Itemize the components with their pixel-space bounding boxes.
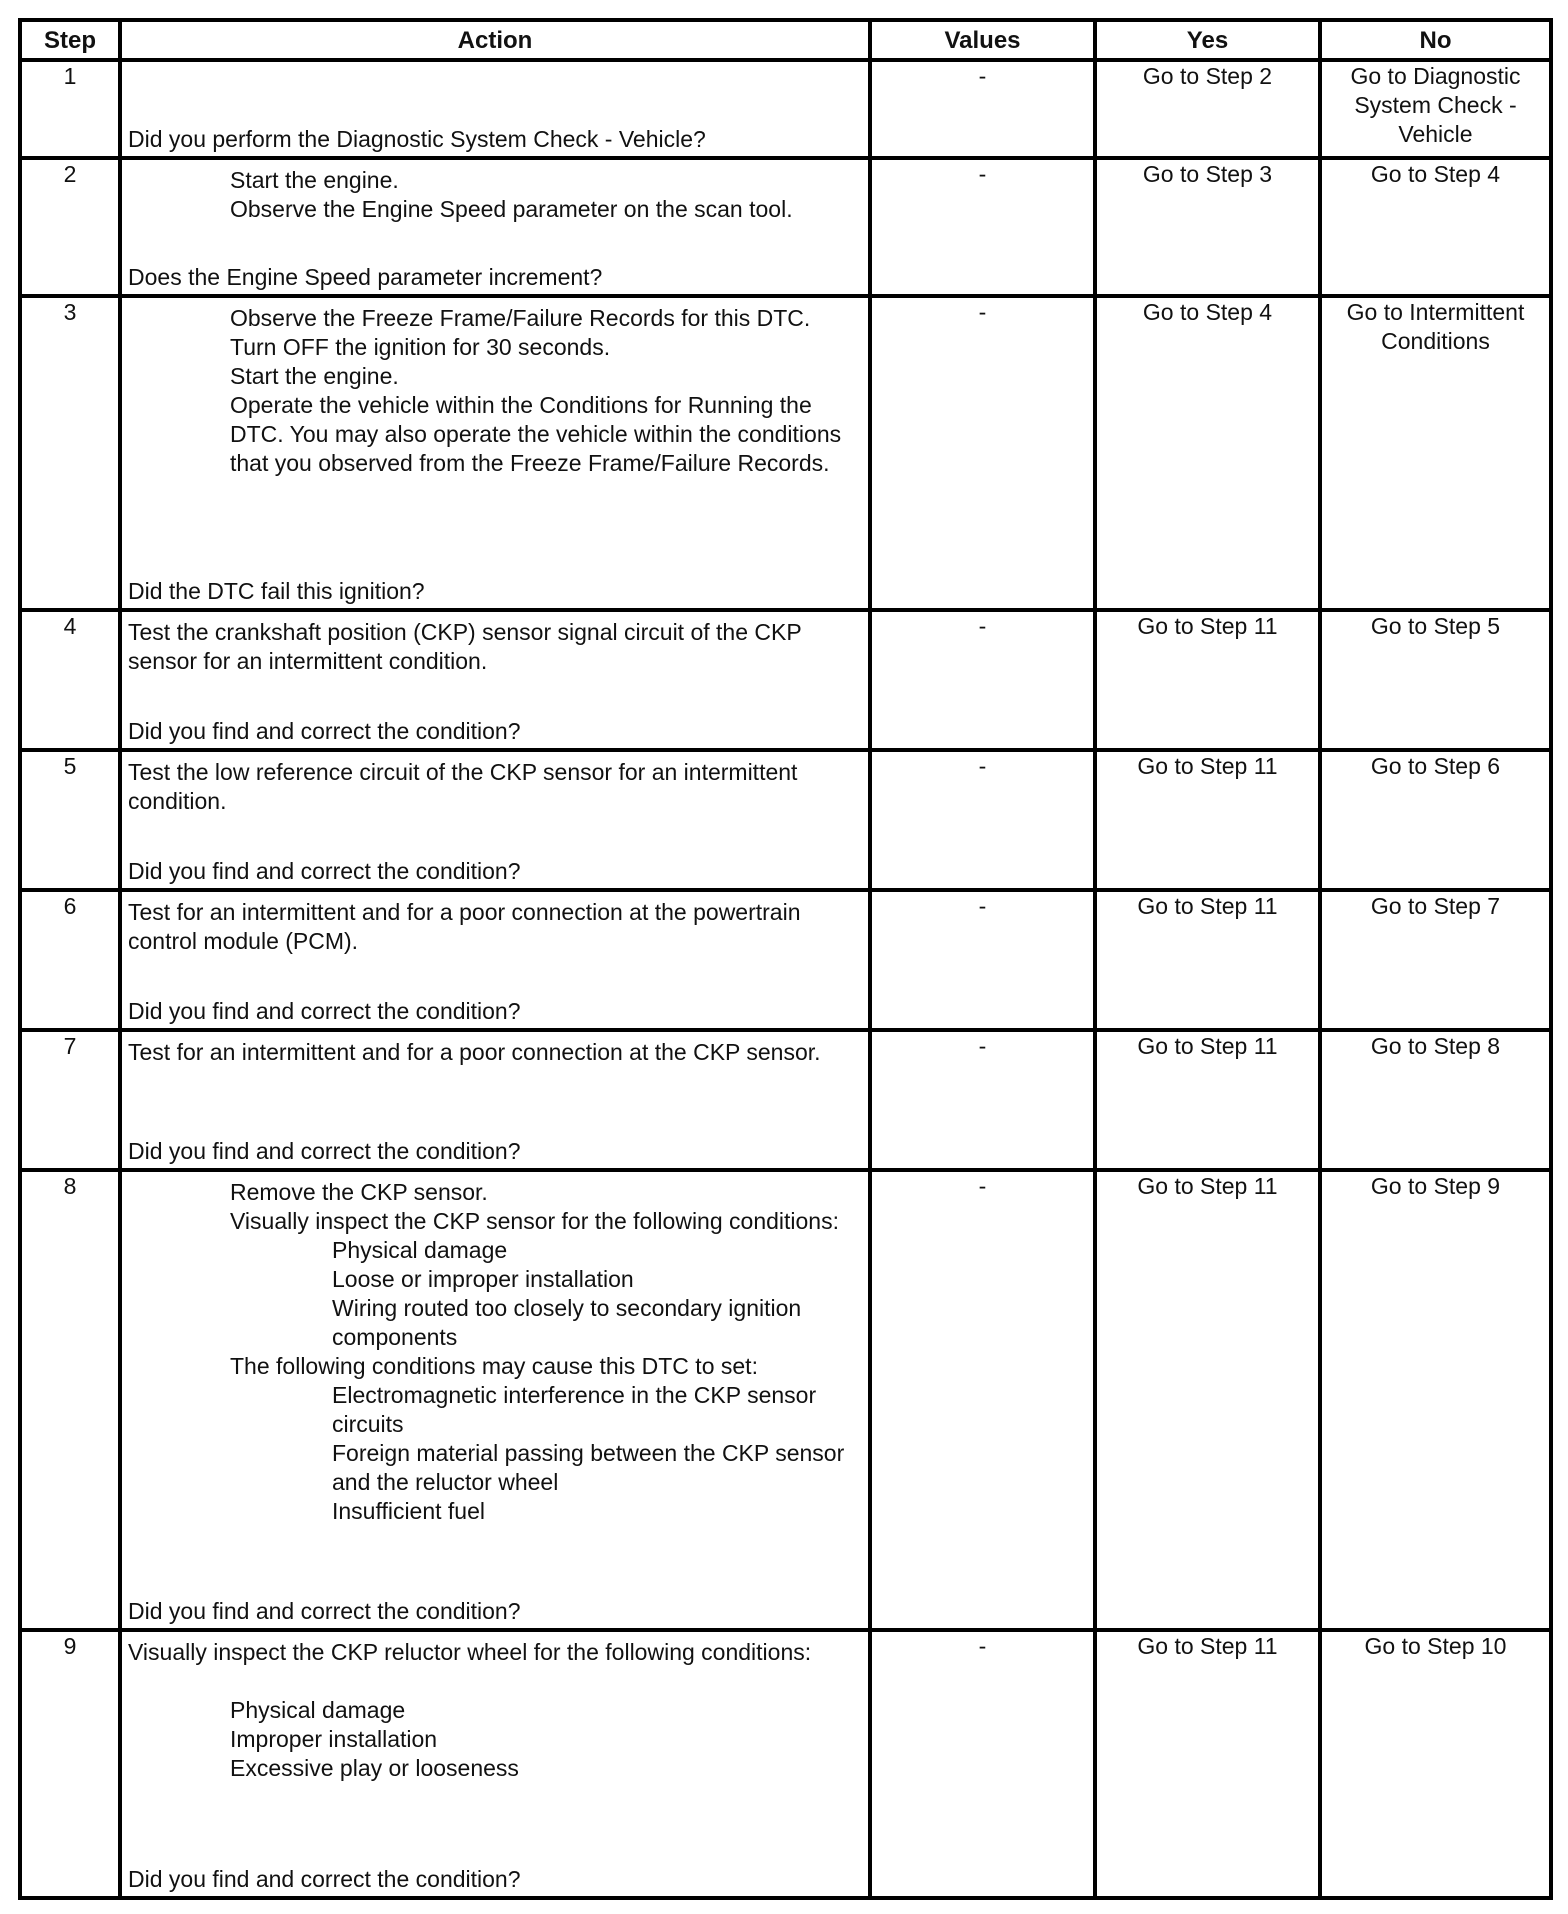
- action-content: [128, 68, 862, 154]
- step-number: 4: [20, 610, 120, 750]
- no-link[interactable]: Go to Diagnostic System Check - Vehicle: [1350, 63, 1521, 147]
- header-values: Values: [870, 20, 1095, 60]
- instruction-item: Remove the CKP sensor.: [230, 1179, 488, 1205]
- yes-link[interactable]: Go to Step 11: [1137, 1173, 1278, 1199]
- action-cell: [120, 1630, 870, 1898]
- yes-link[interactable]: Go to Step 3: [1142, 161, 1273, 187]
- action-content: [128, 1178, 862, 1626]
- step-number: 1: [20, 60, 120, 158]
- step-row: [20, 1630, 1551, 1898]
- yes-cell: [1095, 296, 1320, 610]
- instruction-item: Insufficient fuel: [332, 1498, 486, 1524]
- values-cell: -: [870, 1170, 1095, 1630]
- action-content: [128, 898, 862, 1026]
- instruction-item: Start the engine.: [230, 167, 399, 193]
- question-text: Did you find and correct the condition?: [128, 1138, 521, 1164]
- action-cell: [120, 60, 870, 158]
- instruction-item: Loose or improper installation: [332, 1266, 634, 1292]
- values-cell: -: [870, 1630, 1095, 1898]
- yes-cell: [1095, 60, 1320, 158]
- instruction-item: Visually inspect the CKP reluctor wheel for the following conditions:: [128, 1639, 812, 1665]
- action-cell: [120, 158, 870, 296]
- instruction-item: Test for an intermittent and for a poor connection at the powertrain control module (PCM).: [128, 899, 801, 954]
- no-link[interactable]: Go to Step 4: [1370, 161, 1501, 187]
- question-text: Does the Engine Speed parameter increment?: [128, 264, 603, 290]
- instruction-item: Physical damage: [230, 1697, 406, 1723]
- yes-cell: [1095, 1030, 1320, 1170]
- instruction-list: [128, 618, 862, 676]
- instruction-item: Observe the Engine Speed parameter on the scan tool.: [230, 196, 793, 222]
- yes-link[interactable]: Go to Step 11: [1137, 613, 1278, 639]
- action-content: [128, 1638, 862, 1894]
- question-text: Did you perform the Diagnostic System Check - Vehicle?: [128, 126, 706, 152]
- instruction-item: Turn OFF the ignition for 30 seconds.: [230, 334, 611, 360]
- no-link[interactable]: Go to Step 7: [1370, 893, 1501, 919]
- instruction-list: [128, 1178, 862, 1526]
- yes-link[interactable]: Go to Step 4: [1142, 299, 1273, 325]
- yes-link[interactable]: Go to Step 11: [1137, 893, 1278, 919]
- instruction-list: [128, 898, 862, 956]
- no-link[interactable]: Go to Step 8: [1370, 1033, 1501, 1059]
- step-number: 5: [20, 750, 120, 890]
- values-cell: -: [870, 60, 1095, 158]
- question-text: Did you find and correct the condition?: [128, 1598, 521, 1624]
- no-link[interactable]: Go to Step 9: [1370, 1173, 1501, 1199]
- no-cell: [1320, 1030, 1551, 1170]
- diagnostic-table: [18, 18, 1553, 1900]
- action-cell: [120, 750, 870, 890]
- values-cell: -: [870, 750, 1095, 890]
- step-number: 2: [20, 158, 120, 296]
- question-text: Did the DTC fail this ignition?: [128, 578, 425, 604]
- instruction-item: Operate the vehicle within the Conditions for Running the DTC. You may also operate the vehicle within the conditions that you observed from the Freeze Frame/Failure Records.: [230, 392, 842, 476]
- instruction-item: Physical damage: [332, 1237, 508, 1263]
- values-cell: -: [870, 296, 1095, 610]
- action-content: [128, 304, 862, 606]
- instruction-item: Visually inspect the CKP sensor for the following conditions:: [230, 1208, 839, 1234]
- question-text: Did you find and correct the condition?: [128, 718, 521, 744]
- instruction-item: Test for an intermittent and for a poor connection at the CKP sensor.: [128, 1039, 821, 1065]
- instruction-item: [128, 1667, 862, 1696]
- header-yes: Yes: [1095, 20, 1320, 60]
- no-cell: [1320, 158, 1551, 296]
- yes-cell: [1095, 610, 1320, 750]
- action-content: [128, 166, 862, 292]
- question-text: Did you find and correct the condition?: [128, 998, 521, 1024]
- step-number: 8: [20, 1170, 120, 1630]
- yes-cell: [1095, 750, 1320, 890]
- values-cell: -: [870, 1030, 1095, 1170]
- instruction-item: Wiring routed too closely to secondary ignition components: [332, 1295, 802, 1350]
- no-cell: [1320, 60, 1551, 158]
- instruction-item: Observe the Freeze Frame/Failure Records for this DTC.: [230, 305, 811, 331]
- action-cell: [120, 610, 870, 750]
- instruction-item: Test the low reference circuit of the CKP sensor for an intermittent condition.: [128, 759, 798, 814]
- action-content: [128, 618, 862, 746]
- instruction-item: Foreign material passing between the CKP sensor and the reluctor wheel: [332, 1440, 845, 1495]
- yes-cell: [1095, 890, 1320, 1030]
- action-cell: [120, 1030, 870, 1170]
- action-content: [128, 1038, 862, 1166]
- instruction-item: Test the crankshaft position (CKP) sensor signal circuit of the CKP sensor for an intermittent condition.: [128, 619, 802, 674]
- question-text: Did you find and correct the condition?: [128, 1866, 521, 1892]
- step-number: 6: [20, 890, 120, 1030]
- instruction-list: [128, 1638, 862, 1783]
- values-cell: -: [870, 158, 1095, 296]
- header-step: Step: [20, 20, 120, 60]
- no-link[interactable]: Go to Step 5: [1370, 613, 1501, 639]
- header-no: No: [1320, 20, 1551, 60]
- no-cell: [1320, 1170, 1551, 1630]
- no-cell: [1320, 1630, 1551, 1898]
- values-cell: -: [870, 890, 1095, 1030]
- question-text: Did you find and correct the condition?: [128, 858, 521, 884]
- values-cell: -: [870, 610, 1095, 750]
- action-cell: [120, 296, 870, 610]
- yes-cell: [1095, 1630, 1320, 1898]
- step-number: 7: [20, 1030, 120, 1170]
- instruction-list: [128, 166, 862, 224]
- yes-link[interactable]: Go to Step 11: [1137, 1633, 1278, 1659]
- yes-link[interactable]: Go to Step 11: [1137, 753, 1278, 779]
- step-row: [20, 296, 1551, 610]
- step-row: [20, 1170, 1551, 1630]
- no-cell: [1320, 890, 1551, 1030]
- step-number: 9: [20, 1630, 120, 1898]
- action-cell: [120, 890, 870, 1030]
- no-link[interactable]: Go to Intermittent Conditions: [1346, 299, 1525, 354]
- instruction-list: [128, 758, 862, 816]
- instruction-list: [128, 304, 862, 478]
- no-link[interactable]: Go to Step 6: [1370, 753, 1501, 779]
- yes-link[interactable]: Go to Step 11: [1137, 1033, 1278, 1059]
- step-number: 3: [20, 296, 120, 610]
- step-row: [20, 750, 1551, 890]
- yes-cell: [1095, 158, 1320, 296]
- instruction-item: Electromagnetic interference in the CKP sensor circuits: [332, 1382, 817, 1437]
- no-link[interactable]: Go to Step 10: [1364, 1633, 1507, 1659]
- step-row: [20, 60, 1551, 158]
- step-row: [20, 610, 1551, 750]
- diagnostic-page: [18, 18, 1549, 1900]
- yes-link[interactable]: Go to Step 2: [1142, 63, 1273, 89]
- no-cell: [1320, 296, 1551, 610]
- step-row: [20, 1030, 1551, 1170]
- step-row: [20, 890, 1551, 1030]
- instruction-item: The following conditions may cause this DTC to set:: [230, 1353, 758, 1379]
- no-cell: [1320, 750, 1551, 890]
- header-action: Action: [120, 20, 870, 60]
- header-row: [20, 20, 1551, 60]
- instruction-item: Start the engine.: [230, 363, 399, 389]
- no-cell: [1320, 610, 1551, 750]
- step-row: [20, 158, 1551, 296]
- yes-cell: [1095, 1170, 1320, 1630]
- action-cell: [120, 1170, 870, 1630]
- instruction-list: [128, 1038, 862, 1067]
- instruction-item: Excessive play or looseness: [230, 1755, 519, 1781]
- instruction-item: Improper installation: [230, 1726, 438, 1752]
- action-content: [128, 758, 862, 886]
